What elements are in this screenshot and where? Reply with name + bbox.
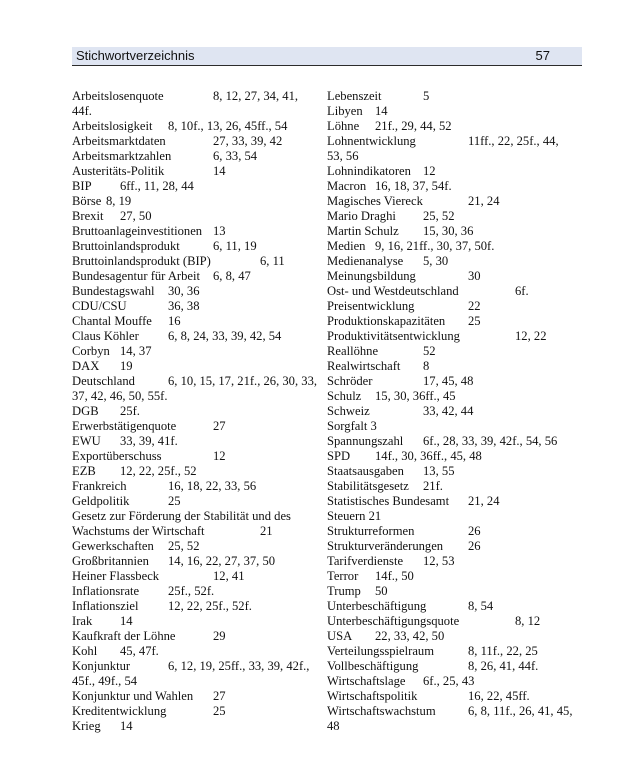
index-entry	[72, 314, 328, 329]
index-entry	[72, 644, 328, 659]
index-pages: 8	[423, 359, 430, 373]
index-term: Trump	[327, 584, 361, 598]
index-entry	[327, 569, 583, 584]
index-entry	[72, 704, 328, 719]
index-term: Meinungsbildung	[327, 269, 416, 283]
index-term: Bruttoinlandsprodukt	[72, 239, 180, 253]
index-term: Wirtschaftspolitik	[327, 689, 418, 703]
index-entry	[327, 509, 583, 524]
index-entry	[72, 464, 328, 479]
index-term: Strukturreformen	[327, 524, 415, 538]
index-entry	[72, 689, 328, 704]
index-pages: 21f., 29, 44, 52	[375, 119, 452, 133]
index-pages: 25	[213, 704, 226, 718]
index-term: Strukturveränderungen	[327, 539, 444, 553]
index-term: Großbritannien	[72, 554, 149, 568]
index-term: Schröder	[327, 374, 373, 388]
index-pages: 6, 8, 11f., 26, 41, 45,	[468, 704, 573, 718]
index-pages: 16, 18, 22, 33, 56	[168, 479, 257, 493]
page-header	[72, 47, 582, 66]
index-entry	[327, 464, 583, 479]
index-entry	[327, 599, 583, 614]
index-pages: 22, 33, 42, 50	[375, 629, 445, 643]
index-term: 44f.	[72, 104, 92, 118]
index-entry	[327, 329, 583, 344]
index-entry	[327, 419, 583, 434]
index-entry	[327, 179, 583, 194]
index-entry	[72, 539, 328, 554]
index-term: Verteilungsspielraum	[327, 644, 435, 658]
index-pages: 14f., 50	[375, 569, 414, 583]
index-entry	[72, 299, 328, 314]
index-entry	[327, 704, 583, 719]
index-pages: 25	[468, 314, 481, 328]
index-term: Stabilitätsgesetz	[327, 479, 409, 493]
index-term: Terror	[327, 569, 359, 583]
index-pages: 30, 36	[168, 284, 200, 298]
index-pages: 15, 30, 36	[423, 224, 474, 238]
index-pages: 15, 30, 36ff., 45	[375, 389, 456, 403]
index-entry	[327, 239, 583, 254]
index-entry	[72, 389, 328, 404]
index-pages: 36, 38	[168, 299, 200, 313]
index-term: Gesetz zur Förderung der Stabilität und des	[72, 509, 291, 523]
index-pages: 25f., 52f.	[168, 584, 215, 598]
index-entry	[327, 449, 583, 464]
index-entry	[327, 584, 583, 599]
index-term: EZB	[72, 464, 96, 478]
index-term: Sorgfalt 3	[327, 419, 377, 433]
index-entry	[72, 569, 328, 584]
index-pages: 14	[375, 104, 388, 118]
index-entry	[72, 479, 328, 494]
index-term: Tarifverdienste	[327, 554, 404, 568]
index-term: Arbeitslosenquote	[72, 89, 164, 103]
index-entry	[327, 689, 583, 704]
index-entry	[327, 269, 583, 284]
index-entry	[72, 494, 328, 509]
index-entry	[327, 674, 583, 689]
index-term: Schulz	[327, 389, 362, 403]
index-entry	[72, 419, 328, 434]
index-entry	[327, 119, 583, 134]
index-pages: 29	[213, 629, 226, 643]
index-term: Wirtschaftslage	[327, 674, 406, 688]
index-pages: 19	[120, 359, 133, 373]
index-term: Bruttoanlageinvestitionen	[72, 224, 203, 238]
index-pages: 12, 41	[213, 569, 245, 583]
index-entry	[72, 509, 328, 524]
index-pages: 30	[468, 269, 481, 283]
index-pages: 14	[213, 164, 226, 178]
index-term: Bruttoinlandsprodukt (BIP)	[72, 254, 211, 268]
index-term: Ost- und Westdeutschland	[327, 284, 459, 298]
index-entry	[72, 614, 328, 629]
index-term: Mario Draghi	[327, 209, 396, 223]
index-term: CDU/CSU	[72, 299, 127, 313]
index-pages: 6f., 25, 43	[423, 674, 475, 688]
index-term: DGB	[72, 404, 99, 418]
index-term: Konjunktur	[72, 659, 131, 673]
index-term: Inflationsziel	[72, 599, 139, 613]
index-term: Chantal Mouffe	[72, 314, 152, 328]
index-entry	[327, 614, 583, 629]
index-entry	[72, 119, 328, 134]
index-term: Schweiz	[327, 404, 370, 418]
index-column-left	[72, 89, 328, 734]
header-title: Stichwortverzeichnis	[76, 48, 195, 63]
index-entry	[72, 344, 328, 359]
index-entry	[327, 494, 583, 509]
index-pages: 14, 37	[120, 344, 152, 358]
index-entry	[72, 629, 328, 644]
index-entry	[72, 224, 328, 239]
index-entry	[72, 164, 328, 179]
index-term: 37, 42, 46, 50, 55f.	[72, 389, 168, 403]
index-term: 53, 56	[327, 149, 359, 163]
index-entry	[327, 344, 583, 359]
index-term: Arbeitsmarktdaten	[72, 134, 166, 148]
index-term: Realwirtschaft	[327, 359, 401, 373]
index-term: Bundestagswahl	[72, 284, 155, 298]
index-entry	[72, 194, 328, 209]
index-pages: 12, 22	[515, 329, 547, 343]
index-pages: 50	[375, 584, 388, 598]
index-pages: 21, 24	[468, 494, 500, 508]
index-term: Lohnentwicklung	[327, 134, 416, 148]
index-entry	[72, 584, 328, 599]
index-entry	[72, 269, 328, 284]
index-pages: 22	[468, 299, 481, 313]
index-entry	[72, 179, 328, 194]
index-entry	[327, 719, 583, 734]
index-term: Inflationsrate	[72, 584, 140, 598]
index-pages: 33, 42, 44	[423, 404, 474, 418]
index-entry	[327, 389, 583, 404]
index-entry	[327, 644, 583, 659]
index-pages: 8, 12	[515, 614, 541, 628]
index-entry	[327, 209, 583, 224]
index-entry	[72, 209, 328, 224]
index-pages: 27, 50	[120, 209, 152, 223]
index-entry	[327, 254, 583, 269]
index-term: Medien	[327, 239, 366, 253]
index-term: 45f., 49f., 54	[72, 674, 138, 688]
index-term: Arbeitsmarktzahlen	[72, 149, 172, 163]
index-term: Gewerkschaften	[72, 539, 154, 553]
index-entry	[327, 434, 583, 449]
index-term: Claus Köhler	[72, 329, 139, 343]
index-entry	[72, 284, 328, 299]
index-pages: 16, 18, 37, 54f.	[375, 179, 452, 193]
index-entry	[72, 674, 328, 689]
index-pages: 45, 47f.	[120, 644, 159, 658]
index-term: Vollbeschäftigung	[327, 659, 419, 673]
index-term: Krieg	[72, 719, 101, 733]
index-term: Austeritäts-Politik	[72, 164, 165, 178]
index-entry	[327, 299, 583, 314]
index-pages: 6, 11	[260, 254, 285, 268]
index-entry	[72, 524, 328, 539]
index-term: Irak	[72, 614, 93, 628]
index-term: DAX	[72, 359, 100, 373]
index-term: Konjunktur und Wahlen	[72, 689, 194, 703]
index-entry	[327, 89, 583, 104]
index-term: Libyen	[327, 104, 363, 118]
index-term: Magisches Viereck	[327, 194, 423, 208]
index-entry	[72, 659, 328, 674]
index-entry	[327, 149, 583, 164]
index-pages: 8, 54	[468, 599, 494, 613]
index-pages: 6, 10, 15, 17, 21f., 26, 30, 33,	[168, 374, 318, 388]
index-term: Medienanalyse	[327, 254, 404, 268]
index-pages: 5	[423, 89, 430, 103]
index-term: 48	[327, 719, 340, 733]
index-entry	[327, 134, 583, 149]
index-term: Bundesagentur für Arbeit	[72, 269, 201, 283]
index-pages: 25	[168, 494, 181, 508]
index-term: Spannungszahl	[327, 434, 404, 448]
index-pages: 8, 11f., 22, 25	[468, 644, 538, 658]
index-entry	[327, 404, 583, 419]
index-term: Erwerbstätigenquote	[72, 419, 177, 433]
index-pages: 6, 8, 24, 33, 39, 42, 54	[168, 329, 282, 343]
index-pages: 8, 26, 41, 44f.	[468, 659, 539, 673]
index-pages: 27	[213, 689, 226, 703]
index-pages: 6, 11, 19	[213, 239, 257, 253]
page-number: 57	[535, 48, 550, 63]
index-pages: 12, 22, 25f., 52	[120, 464, 197, 478]
index-pages: 12	[423, 164, 436, 178]
index-pages: 6, 33, 54	[213, 149, 258, 163]
index-pages: 6, 8, 47	[213, 269, 251, 283]
index-pages: 26	[468, 524, 481, 538]
index-pages: 25, 52	[423, 209, 455, 223]
index-pages: 14, 16, 22, 27, 37, 50	[168, 554, 276, 568]
index-pages: 16	[168, 314, 181, 328]
index-pages: 6ff., 11, 28, 44	[120, 179, 194, 193]
index-term: Produktivitätsentwicklung	[327, 329, 460, 343]
index-entry	[327, 284, 583, 299]
index-term: BIP	[72, 179, 92, 193]
index-entry	[327, 359, 583, 374]
index-pages: 21	[260, 524, 273, 538]
index-pages: 26	[468, 539, 481, 553]
index-term: Geldpolitik	[72, 494, 130, 508]
index-term: Macron	[327, 179, 367, 193]
index-pages: 33, 39, 41f.	[120, 434, 178, 448]
index-entry	[327, 629, 583, 644]
index-pages: 12, 22, 25f., 52f.	[168, 599, 252, 613]
index-pages: 9, 16, 21ff., 30, 37, 50f.	[375, 239, 495, 253]
index-term: Statistisches Bundesamt	[327, 494, 450, 508]
index-entry	[72, 254, 328, 269]
index-term: Unterbeschäftigung	[327, 599, 427, 613]
index-term: Martin Schulz	[327, 224, 399, 238]
index-entry	[327, 164, 583, 179]
index-term: Heiner Flassbeck	[72, 569, 160, 583]
index-term: Steuern 21	[327, 509, 382, 523]
index-entry	[72, 89, 328, 104]
index-entry	[327, 104, 583, 119]
index-pages: 5, 30	[423, 254, 449, 268]
index-entry	[72, 599, 328, 614]
index-term: Frankreich	[72, 479, 127, 493]
index-term: Staatsausgaben	[327, 464, 404, 478]
index-entry	[327, 659, 583, 674]
index-term: Preisentwicklung	[327, 299, 415, 313]
index-pages: 12, 53	[423, 554, 455, 568]
index-entry	[327, 539, 583, 554]
index-entry	[72, 239, 328, 254]
index-pages: 11ff., 22, 25f., 44,	[468, 134, 559, 148]
index-entry	[327, 314, 583, 329]
index-pages: 8, 10f., 13, 26, 45ff., 54	[168, 119, 288, 133]
index-term: Produktionskapazitäten	[327, 314, 446, 328]
index-entry	[72, 359, 328, 374]
index-term: Reallöhne	[327, 344, 379, 358]
index-entry	[72, 434, 328, 449]
index-pages: 27, 33, 39, 42	[213, 134, 283, 148]
index-entry	[72, 134, 328, 149]
index-pages: 25, 52	[168, 539, 200, 553]
index-entry	[72, 104, 328, 119]
index-pages: 14	[120, 614, 133, 628]
index-term: Börse	[72, 194, 102, 208]
index-term: Exportüberschuss	[72, 449, 162, 463]
index-term: Unterbeschäftigungsquote	[327, 614, 460, 628]
index-term: SPD	[327, 449, 351, 463]
index-term: Arbeitslosigkeit	[72, 119, 153, 133]
index-pages: 6, 12, 19, 25ff., 33, 39, 42f.,	[168, 659, 310, 673]
index-term: Wirtschaftswachstum	[327, 704, 436, 718]
index-column-right	[327, 89, 583, 734]
index-entry	[72, 149, 328, 164]
index-pages: 16, 22, 45ff.	[468, 689, 530, 703]
index-pages: 14	[120, 719, 133, 733]
index-term: Lohnindikatoren	[327, 164, 411, 178]
index-entry	[327, 554, 583, 569]
index-term: Kohl	[72, 644, 98, 658]
index-term: USA	[327, 629, 353, 643]
index-pages: 8, 19	[106, 194, 132, 208]
index-pages: 8, 12, 27, 34, 41,	[213, 89, 299, 103]
index-pages: 13, 55	[423, 464, 455, 478]
index-term: EWU	[72, 434, 101, 448]
index-term: Lebenszeit	[327, 89, 382, 103]
index-pages: 25f.	[120, 404, 140, 418]
index-entry	[327, 374, 583, 389]
index-pages: 6f., 28, 33, 39, 42f., 54, 56	[423, 434, 558, 448]
index-pages: 17, 45, 48	[423, 374, 474, 388]
index-pages: 27	[213, 419, 226, 433]
index-entry	[327, 224, 583, 239]
index-pages: 12	[213, 449, 226, 463]
index-pages: 6f.	[515, 284, 529, 298]
index-entry	[72, 719, 328, 734]
index-pages: 21, 24	[468, 194, 500, 208]
index-entry	[327, 524, 583, 539]
index-pages: 13	[213, 224, 226, 238]
index-term: Corbyn	[72, 344, 110, 358]
index-term: Kreditentwicklung	[72, 704, 167, 718]
index-entry	[72, 449, 328, 464]
index-pages: 14f., 30, 36ff., 45, 48	[375, 449, 482, 463]
index-entry	[327, 194, 583, 209]
index-term: Kaufkraft der Löhne	[72, 629, 176, 643]
index-entry	[72, 404, 328, 419]
index-entry	[72, 374, 328, 389]
index-term: Löhne	[327, 119, 360, 133]
index-term: Wachstums der Wirtschaft	[72, 524, 205, 538]
index-term: Brexit	[72, 209, 104, 223]
index-pages: 52	[423, 344, 436, 358]
index-entry	[327, 479, 583, 494]
index-entry	[72, 554, 328, 569]
index-entry	[72, 329, 328, 344]
index-term: Deutschland	[72, 374, 135, 388]
index-pages: 21f.	[423, 479, 443, 493]
